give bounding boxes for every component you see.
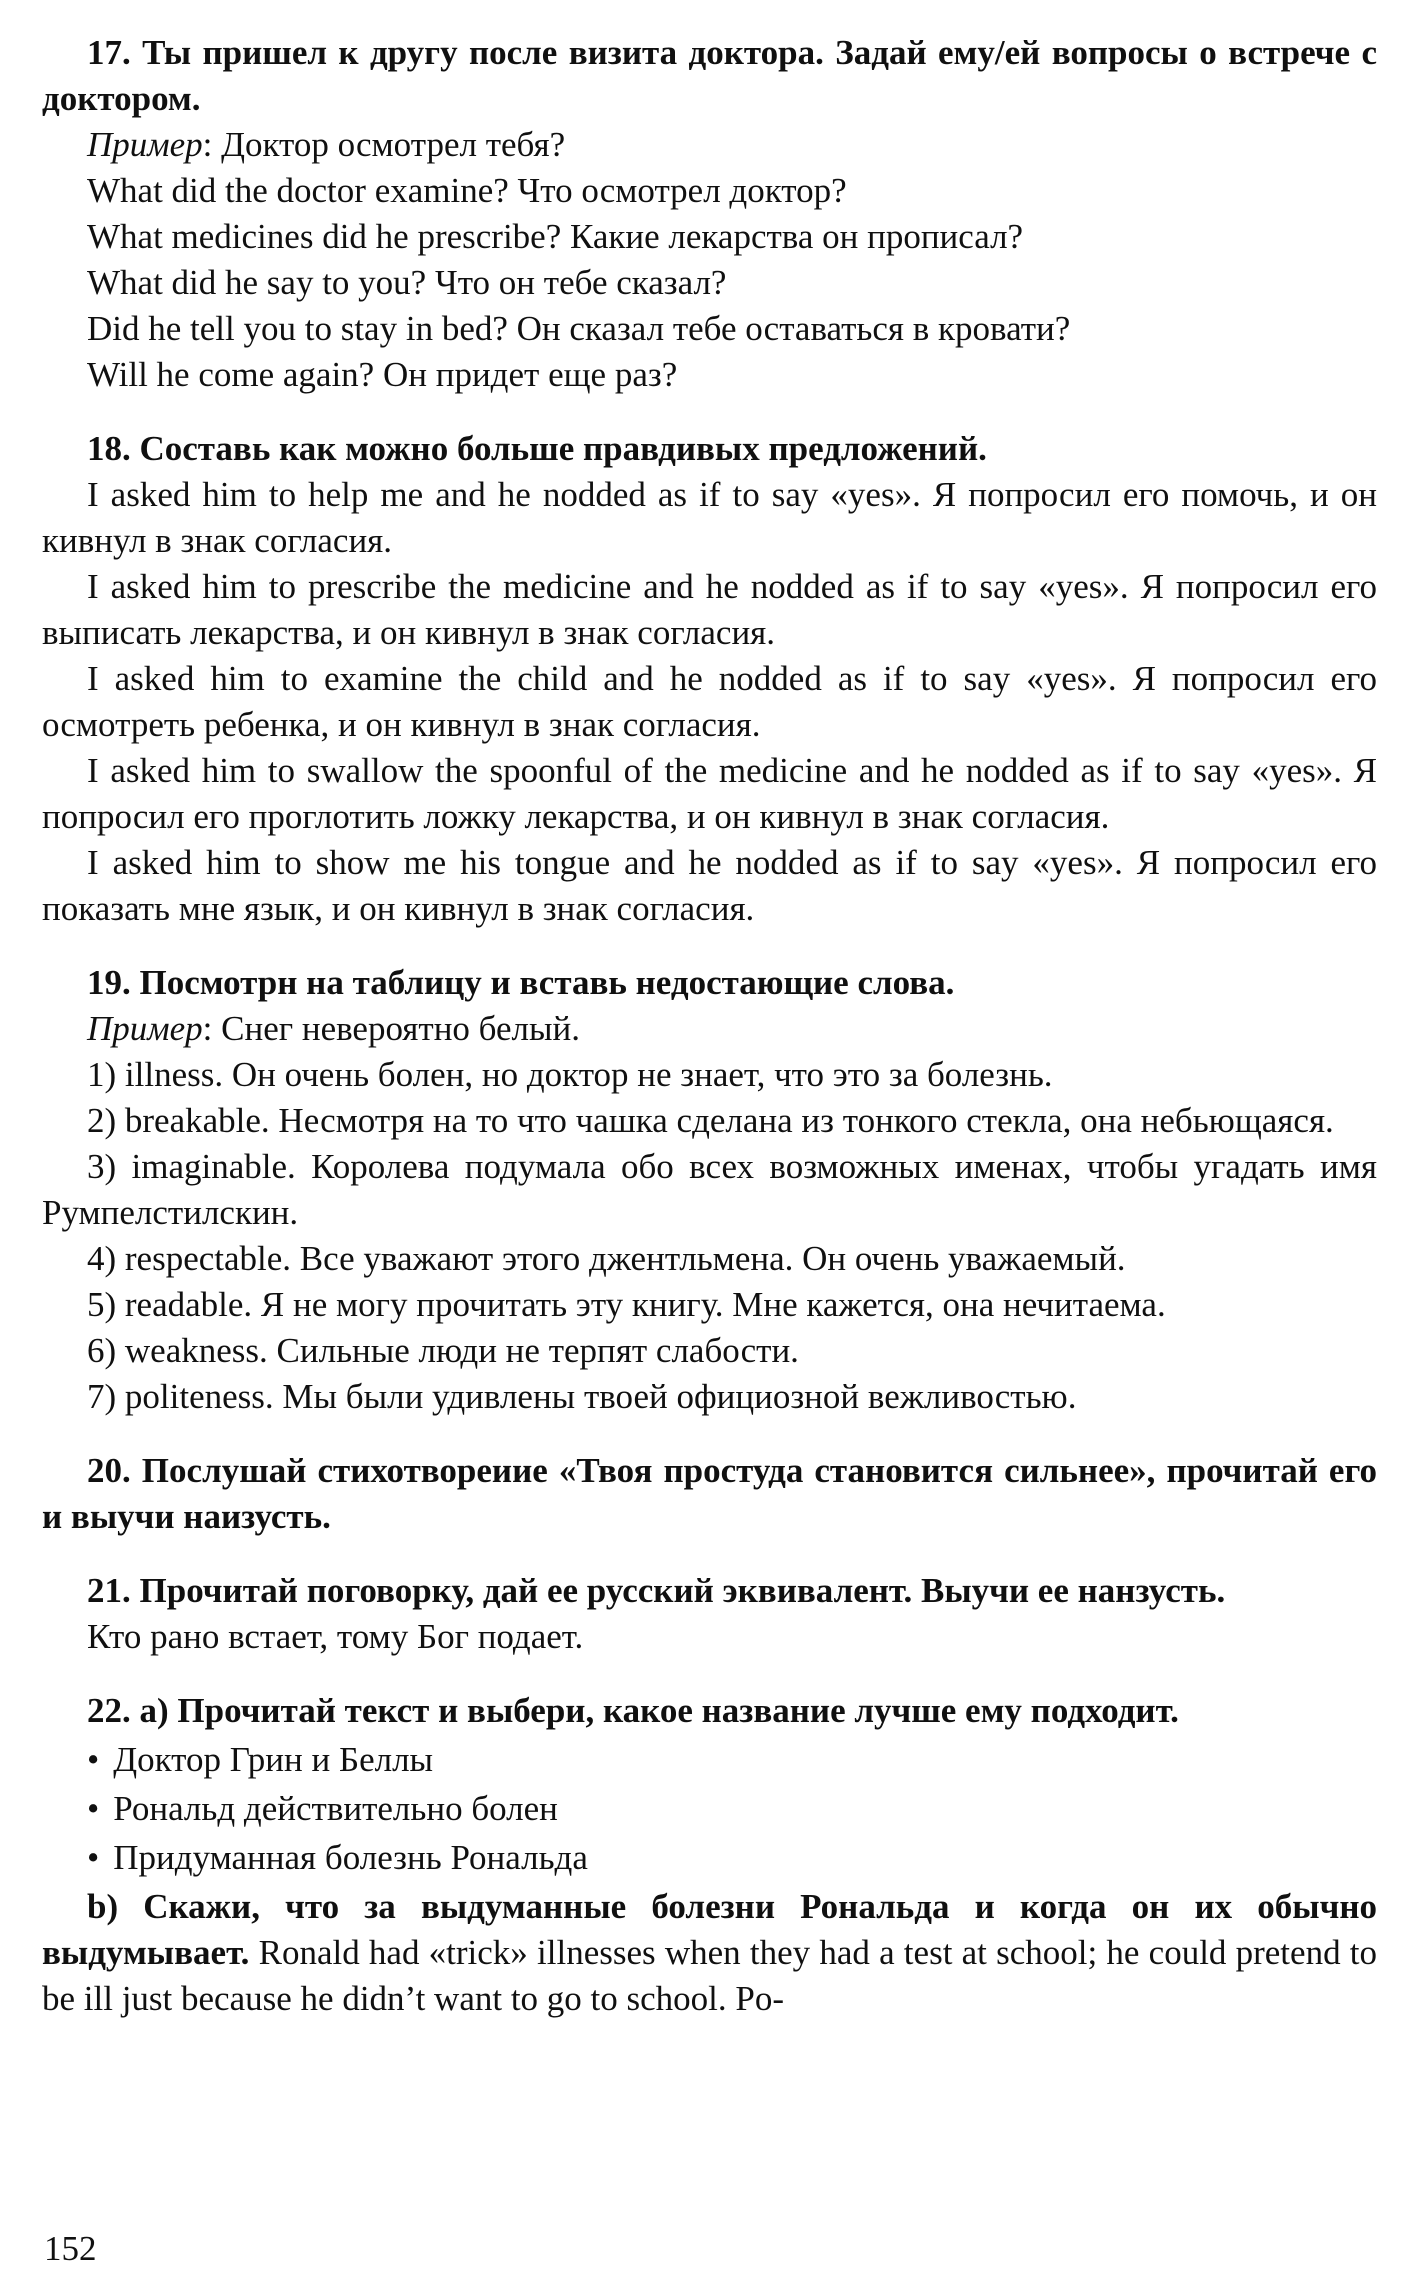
exercise-21 [42, 1568, 1377, 1660]
list-item [42, 1786, 1377, 1832]
text-run: I asked him to help me and he nodded as if to say «yes». Я попросил его помочь, и он кивнул в знак согласия. [42, 475, 1377, 560]
text-run: : Доктор осмотрел тебя? [202, 125, 566, 164]
page-number: 152 [44, 2229, 97, 2268]
text-run: 18. Составь как можно больше правдивых предложений. [87, 429, 987, 468]
exercise-19 [42, 960, 1377, 1420]
exercise-20 [42, 1448, 1377, 1540]
paragraph [42, 472, 1377, 564]
exercise-18 [42, 426, 1377, 932]
text-run: 3) imaginable. Королева подумала обо всех возможных именах, чтобы угадать имя Румпелстилскин. [42, 1147, 1377, 1232]
paragraph [42, 1374, 1377, 1420]
paragraph [42, 1236, 1377, 1282]
text-run: 5) readable. Я не могу прочитать эту книгу. Мне кажется, она нечитаема. [87, 1285, 1166, 1324]
text-run: Will he come again? Он придет еще раз? [87, 355, 678, 394]
exercise-heading [42, 1688, 1377, 1734]
bullet-icon: • [87, 1740, 100, 1779]
bullet-icon: • [87, 1789, 100, 1828]
list-item [42, 1737, 1377, 1783]
text-run: 19. Посмотрн на таблицу и вставь недостающие слова. [87, 963, 955, 1002]
text-run: 7) politeness. Мы были удивлены твоей официозной вежливостью. [87, 1377, 1077, 1416]
paragraph [42, 1144, 1377, 1236]
text-run: What did he say to you? Что он тебе сказал? [87, 263, 727, 302]
paragraph [42, 1328, 1377, 1374]
text-run: Пример [87, 1009, 203, 1048]
list-item [42, 1835, 1377, 1881]
exercise-17 [42, 30, 1377, 398]
paragraph [42, 1282, 1377, 1328]
paragraph [42, 260, 1377, 306]
exercise-heading [42, 30, 1377, 122]
text-run: 17. Ты пришел к другу после визита доктора. Задай ему/ей вопросы о встрече с доктором. [42, 33, 1377, 118]
text-run: Ronald had «trick» illnesses when they had a test at school; he could pretend to be ill just because he didn’t want to go to school. Po- [42, 1933, 1378, 2018]
paragraph [42, 656, 1377, 748]
text-run: b) Скажи, что за выдуманные болезни Рональда и когда он их обычно выдумывает. [42, 1887, 1377, 1972]
text-run: 2) breakable. Несмотря на то что чашка сделана из тонкого стекла, она небьющаяся. [87, 1101, 1334, 1140]
paragraph [42, 1098, 1377, 1144]
exercise-heading [42, 960, 1377, 1006]
text-run: 20. Послушай стихотвореиие «Твоя простуда становится сильнее», прочитай его и выучи наизусть. [42, 1451, 1377, 1536]
paragraph [42, 214, 1377, 260]
paragraph [42, 168, 1377, 214]
text-run: Рональд действительно болен [113, 1789, 558, 1828]
text-run: Did he tell you to stay in bed? Он сказал тебе оставаться в кровати? [87, 309, 1071, 348]
text-run: 1) illness. Он очень болен, но доктор не знает, что это за болезнь. [87, 1055, 1053, 1094]
paragraph [42, 306, 1377, 352]
bullet-icon: • [87, 1838, 100, 1877]
text-run: Доктор Грин и Беллы [113, 1740, 434, 1779]
paragraph [42, 122, 1377, 168]
text-run: 6) weakness. Сильные люди не терпят слабости. [87, 1331, 799, 1370]
paragraph [42, 1006, 1377, 1052]
text-run: I asked him to prescribe the medicine and he nodded as if to say «yes». Я попросил его выписать лекарства, и он кивнул в знак согласия. [42, 567, 1377, 652]
text-run: I asked him to examine the child and he nodded as if to say «yes». Я попросил его осмотреть ребенка, и он кивнул в знак согласия. [42, 659, 1377, 744]
text-run: I asked him to show me his tongue and he nodded as if to say «yes». Я попросил его показать мне язык, и он кивнул в знак согласия. [42, 843, 1377, 928]
text-run: 22. а) Прочитай текст и выбери, какое название лучше ему подходит. [87, 1691, 1179, 1730]
paragraph [42, 1884, 1377, 2022]
text-run: What medicines did he prescribe? Какие лекарства он прописал? [87, 217, 1024, 256]
text-run: What did the doctor examine? Что осмотрел доктор? [87, 171, 847, 210]
paragraph [42, 840, 1377, 932]
exercise-heading [42, 426, 1377, 472]
exercise-heading [42, 1568, 1377, 1614]
paragraph [42, 1052, 1377, 1098]
text-run: Придуманная болезнь Рональда [113, 1838, 588, 1877]
paragraph [42, 564, 1377, 656]
exercise-heading [42, 1448, 1377, 1540]
text-run: Пример [87, 125, 203, 164]
text-run: : Снег невероятно белый. [202, 1009, 581, 1048]
text-run: 21. Прочитай поговорку, дай ее русский эквивалент. Выучи ее нанзусть. [87, 1571, 1226, 1610]
text-run: 4) respectable. Все уважают этого джентльмена. Он очень уважаемый. [87, 1239, 1126, 1278]
text-run: I asked him to swallow the spoonful of the medicine and he nodded as if to say «yes». Я попросил его проглотить ложку лекарства, и он кивнул в знак согласия. [42, 751, 1377, 836]
paragraph [42, 1614, 1377, 1660]
paragraph [42, 352, 1377, 398]
paragraph [42, 748, 1377, 840]
exercise-22 [42, 1688, 1377, 2022]
text-run: Кто рано встает, тому Бог подает. [87, 1617, 584, 1656]
